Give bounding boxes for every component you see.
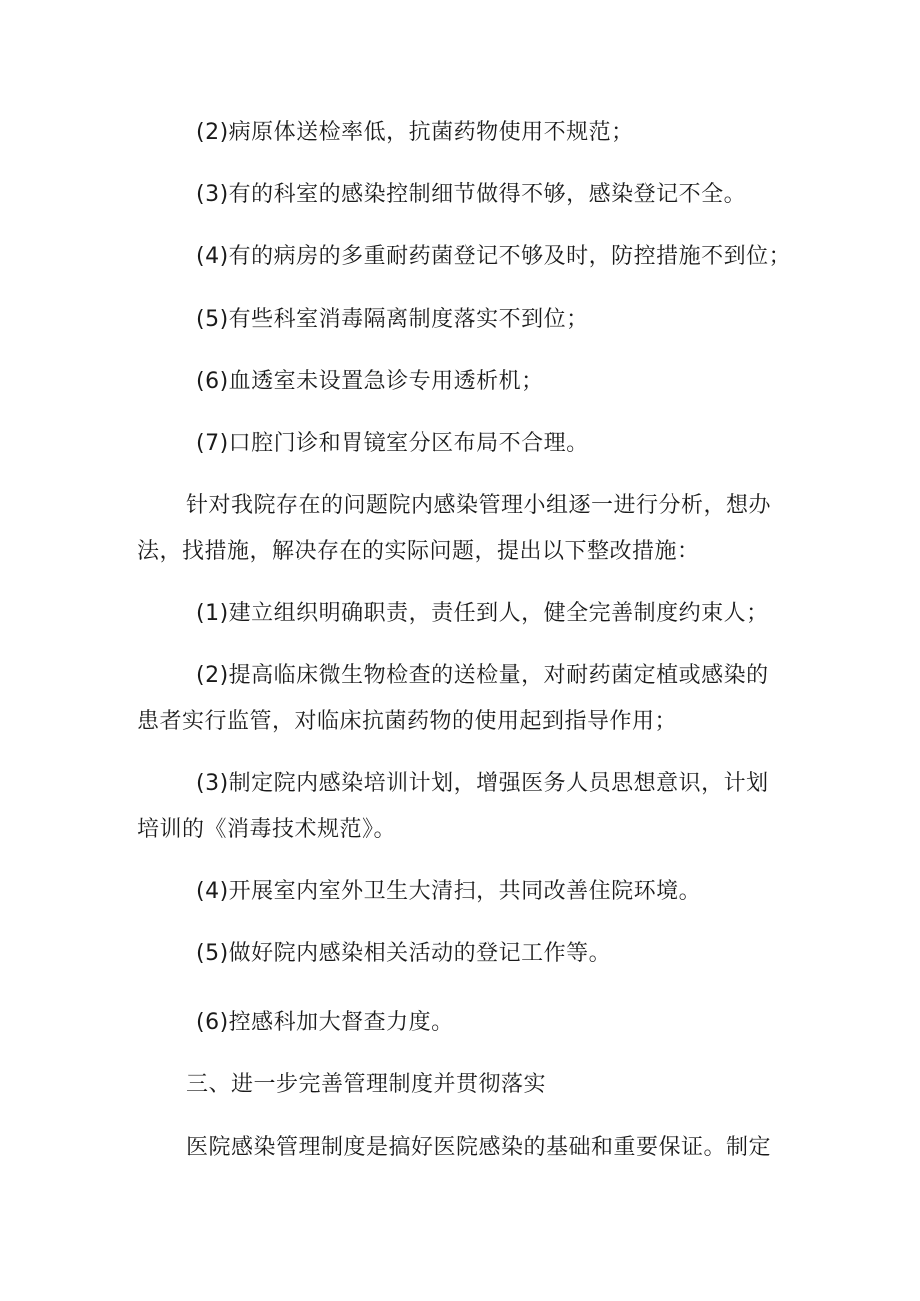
problem-item-6: (6)血透室未设置急诊专用透析机；	[196, 369, 544, 394]
problem-item-3: (3)有的科室的感染控制细节做得不够，感染登记不全。	[196, 182, 747, 207]
measure-item-5: (5)做好院内感染相关活动的登记工作等。	[196, 941, 612, 966]
section-3-heading: 三、进一步完善管理制度并贯彻落实	[186, 1072, 547, 1097]
analysis-line-1: 针对我院存在的问题院内感染管理小组逐一进行分析，想办	[186, 493, 772, 518]
section-3-paragraph-line-1: 医院感染管理制度是搞好医院感染的基础和重要保证。制定	[186, 1135, 772, 1160]
problem-item-7: (7)口腔门诊和胃镜室分区布局不合理。	[196, 431, 589, 456]
measure-item-3-line-1: (3)制定院内感染培训计划，增强医务人员思想意识，计划	[196, 771, 769, 796]
measure-item-4: (4)开展室内室外卫生大清扫，共同改善住院环境。	[196, 879, 702, 904]
measure-item-6: (6)控感科加大督查力度。	[196, 1010, 454, 1035]
problem-item-4: (4)有的病房的多重耐药菌登记不够及时，防控措施不到位；	[196, 244, 792, 269]
analysis-line-2: 法，找措施，解决存在的实际问题，提出以下整改措施：	[137, 539, 700, 564]
measure-item-2-line-2: 患者实行监管，对临床抗菌药物的使用起到指导作用；	[137, 709, 678, 734]
problem-item-2: (2)病原体送检率低，抗菌药物使用不规范；	[196, 120, 634, 145]
problem-item-5: (5)有些科室消毒隔离制度落实不到位；	[196, 307, 589, 332]
measure-item-1: (1)建立组织明确职责，责任到人，健全完善制度约束人；	[196, 601, 769, 626]
measure-item-2-line-1: (2)提高临床微生物检查的送检量，对耐药菌定植或感染的	[196, 663, 769, 688]
measure-item-3-line-2: 培训的《消毒技术规范》。	[137, 817, 397, 842]
